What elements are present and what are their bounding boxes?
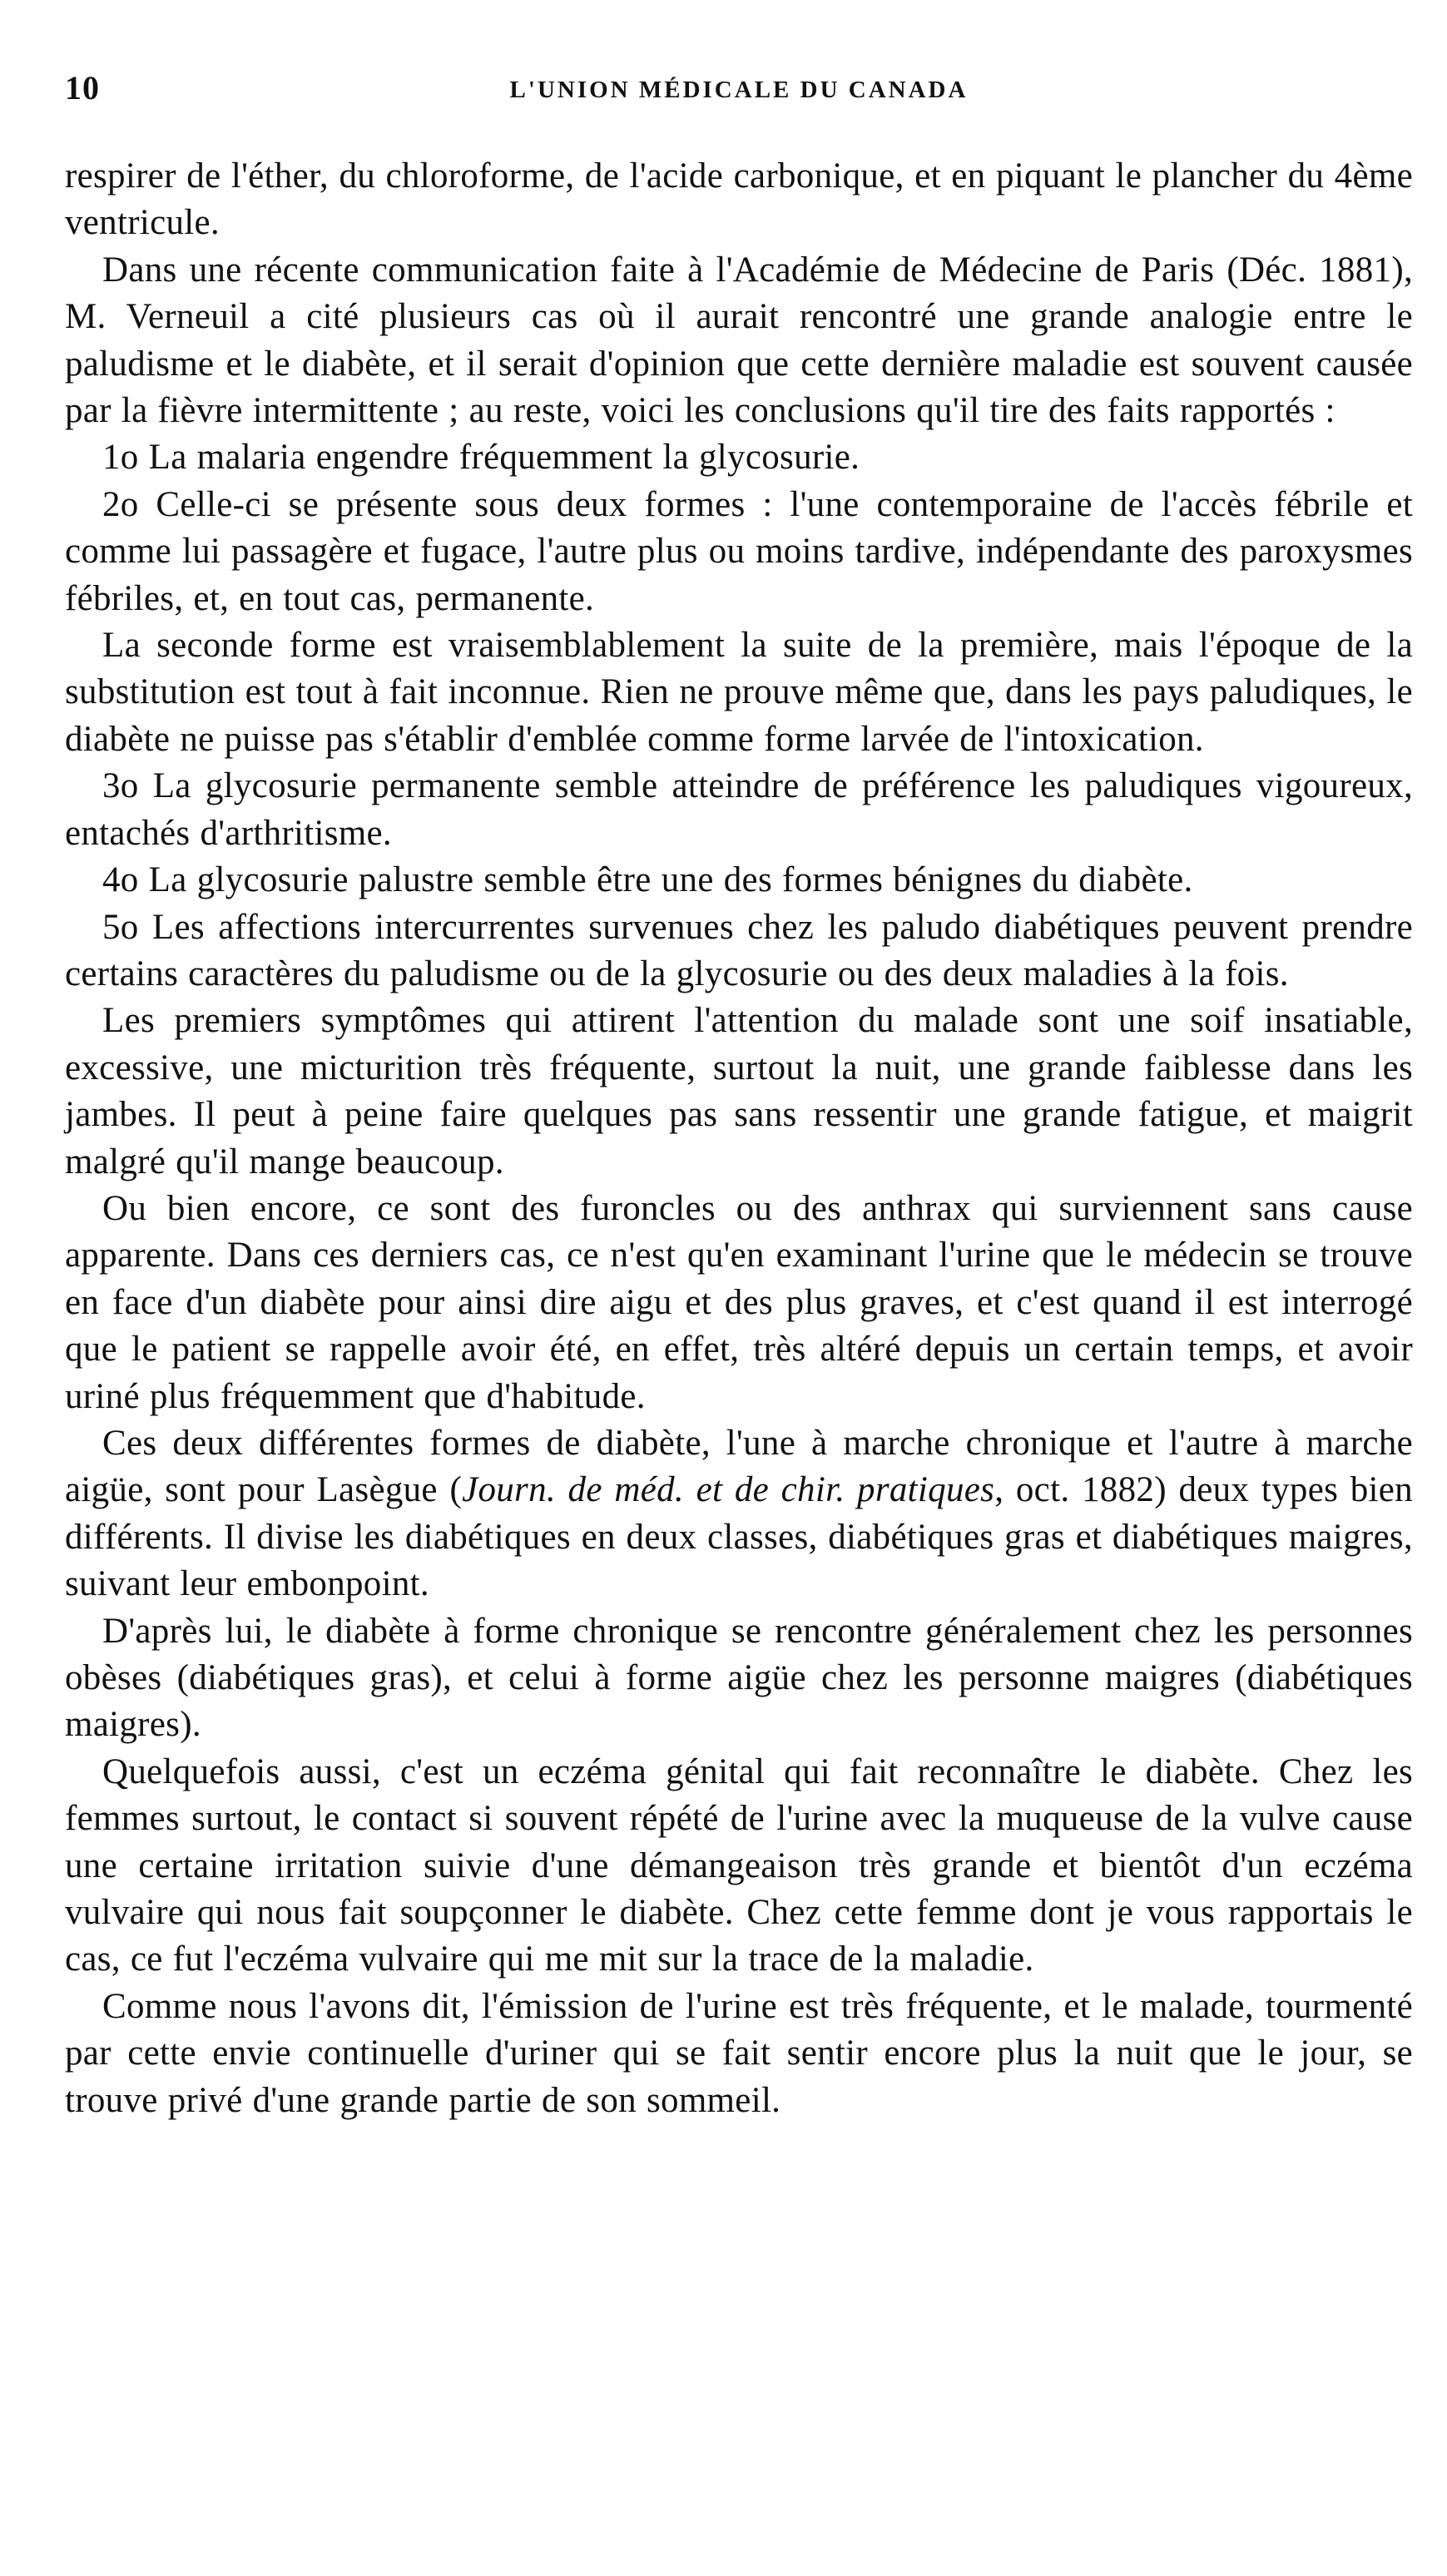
paragraph-second-form: La seconde forme est vraisemblablement la suite de la première, mais l'époque de la substitution est tout à fait inconnue. Rien ne prouve même que, dans les pays paludiques, le diabète ne puisse pas s'établir d'emblée comme forme larvée de l'intoxication. [65,626,1413,759]
journal-citation: Journ. de méd. et de chir. pratiques [462,1470,995,1510]
paragraph-urination: Comme nous l'avons dit, l'émission de l'urine est très fréquente, et le malade, tourmenté par cette envie continuelle d'uriner qui se fait sentir encore plus la nuit que le jour, se trouve privé d'une grande partie de son sommeil. [65,1986,1413,2120]
body-text [65,153,1413,2124]
page-number: 10 [65,69,100,107]
conclusion-4: 4o La glycosurie palustre semble être une des formes bénignes du diabète. [102,860,1193,900]
paragraph-continuation: respirer de l'éther, du chloroforme, de l'acide carbonique, et en piquant le plancher du 4ème ventricule. [65,156,1413,243]
paragraph-verneuil-communication: Dans une récente communication faite à l'Académie de Médecine de Paris (Déc. 1881), M. Verneuil a cité plusieurs cas où il aurait rencontré une grande analogie entre le paludisme et le diabète, et il serait d'opinion que cette dernière maladie est souvent causée par la fièvre intermittente ; au reste, voici les conclusions qu'il tire des faits rapportés : [65,250,1413,431]
lasegue-text-after: , oct. 1882) deux types bien différents. Il divise les diabétiques en deux classes, diabétiques gras et diabétiques maigres, suivant leur embonpoint. [65,1470,1413,1604]
conclusion-2: 2o Celle-ci se présente sous deux formes : l'une contemporaine de l'accès fébrile et comme lui passagère et fugace, l'autre plus ou moins tardive, indépendante des paroxysmes fébriles, et, en tout cas, permanente. [65,484,1413,618]
paragraph-lasegue [65,1420,1413,1608]
conclusion-3: 3o La glycosurie permanente semble atteindre de préférence les paludiques vigoureux, entachés d'arthritisme. [65,766,1413,853]
document-page [65,68,1413,2124]
page-header [65,68,1413,120]
paragraph-eczema: Quelquefois aussi, c'est un eczéma génital qui fait reconnaître le diabète. Chez les femmes surtout, le contact si souvent répété de l'urine avec la muqueuse de la vulve cause une certaine irritation suivie d'une démangeaison très grande et bientôt d'un eczéma vulvaire qui nous fait soupçonner le diabète. Chez cette femme dont je vous rapportais le cas, ce fut l'eczéma vulvaire qui me mit sur la trace de la maladie. [65,1751,1413,1979]
paragraph-furuncles: Ou bien encore, ce sont des furoncles ou des anthrax qui surviennent sans cause apparente. Dans ces derniers cas, ce n'est qu'en examinant l'urine que le médecin se trouve en face d'un diabète pour ainsi dire aigu et des plus graves, et c'est quand il est interrogé que le patient se rappelle avoir été, en effet, très altéré depuis un certain temps, et avoir uriné plus fréquemment que d'habitude. [65,1188,1413,1416]
paragraph-chronic-form: D'après lui, le diabète à forme chronique se rencontre généralement chez les personnes obèses (diabétiques gras), et celui à forme aigüe chez les personne maigres (diabétiques maigres). [65,1611,1413,1745]
lasegue-text-before: Ces deux différentes formes de diabète, l'une à marche chronique et l'autre à marche aigüe, sont pour Lasègue ( [65,1423,1413,1510]
conclusion-1: 1o La malaria engendre fréquemment la glycosurie. [102,438,860,478]
conclusion-5: 5o Les affections intercurrentes survenues chez les paludo diabétiques peuvent prendre certains caractères du paludisme ou de la glycosurie ou des deux maladies à la fois. [65,907,1413,993]
running-title: L'UNION MÉDICALE DU CANADA [509,77,969,103]
paragraph-first-symptoms: Les premiers symptômes qui attirent l'attention du malade sont une soif insatiable, excessive, une micturition très fréquente, surtout la nuit, une grande faiblesse dans les jambes. Il peut à peine faire quelques pas sans ressentir une grande fatigue, et maigrit malgré qu'il mange beaucoup. [65,1001,1413,1181]
